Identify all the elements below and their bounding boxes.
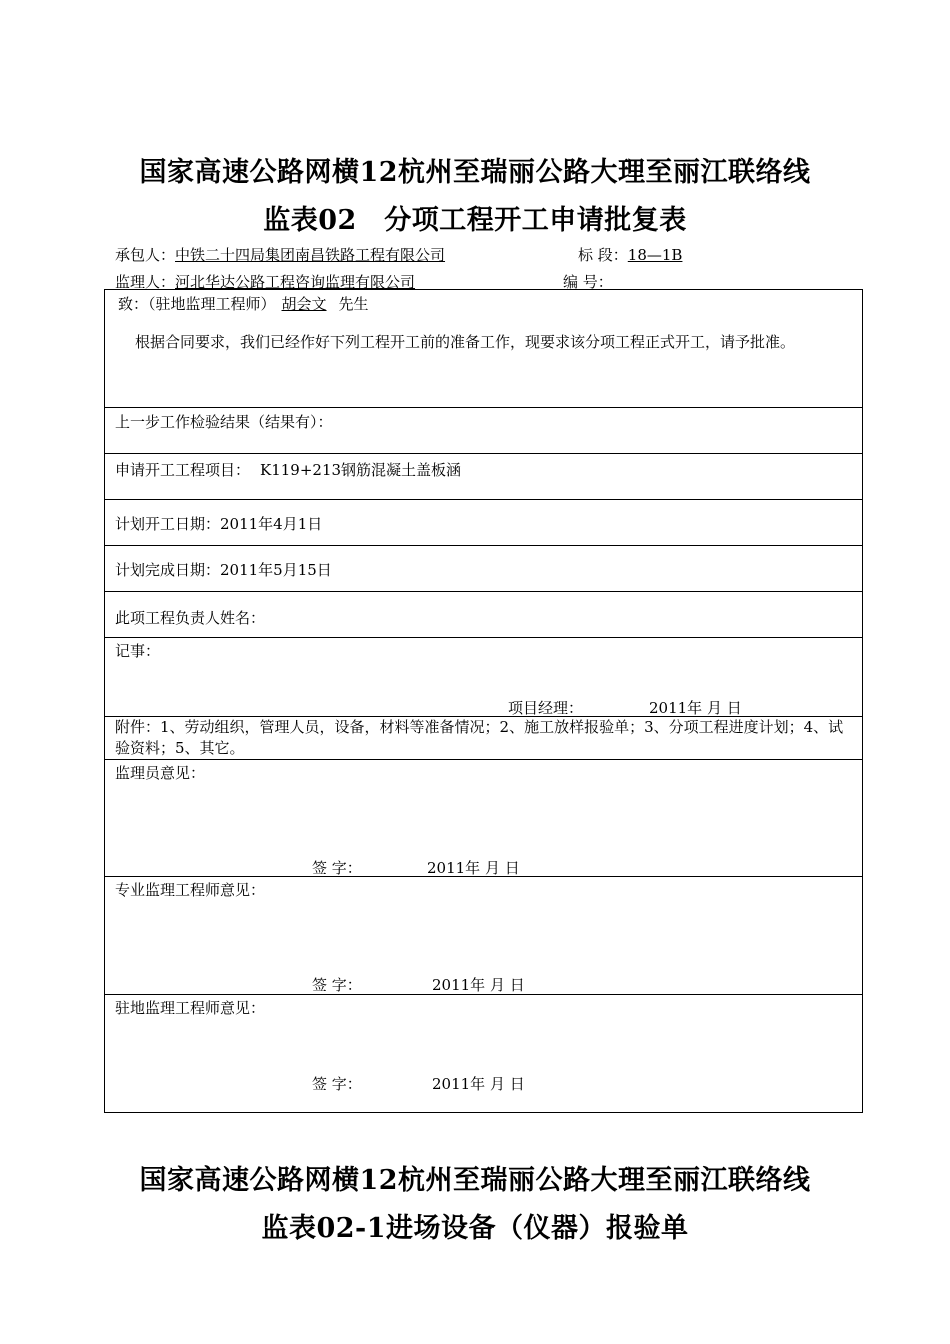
row-plan-finish — [105, 546, 862, 592]
plan-start-date: 计划开工日期：2011年4月1日 — [115, 515, 323, 533]
request-text: 根据合同要求，我们已经作好下列工程开工前的准备工作，现要求该分项工程正式开工，请予批准。 — [135, 333, 796, 351]
contractor-label: 承包人： — [115, 246, 176, 264]
specialist-opinion-label: 专业监理工程师意见： — [115, 881, 266, 899]
application-form — [104, 289, 863, 1113]
next-form-title: 监表02-1进场设备（仪器）报验单 — [261, 1213, 689, 1244]
row-request — [105, 290, 862, 408]
row-plan-start — [105, 500, 862, 546]
contractor-line — [115, 244, 445, 265]
notes-label: 记事： — [115, 642, 161, 660]
row-inspector-opinion — [105, 760, 862, 877]
section-value: 18—1B — [627, 246, 683, 264]
attachments-text: 附件：1、劳动组织，管理人员，设备，材料等准备情况；2、施工放样报验单；3、分项工程进度计划；4、试验资料；5、其它。 — [115, 718, 844, 757]
inspector-sign-date: 2011年 月 日 — [427, 859, 520, 877]
row-specialist-opinion — [105, 877, 862, 995]
resident-opinion-label: 驻地监理工程师意见： — [115, 999, 266, 1017]
row-attachments — [105, 717, 862, 760]
prev-result-label: 上一步工作检验结果（结果有）： — [115, 413, 333, 431]
plan-finish-date: 计划完成日期：2011年5月15日 — [115, 561, 332, 579]
addressee-suffix: 先生 — [338, 295, 369, 313]
addressee-prefix: 致：（驻地监理工程师） — [118, 295, 276, 313]
row-person-in-charge — [105, 592, 862, 638]
inspector-sign-label: 签 字： — [312, 859, 362, 877]
row-prev-result — [105, 408, 862, 454]
section-line — [578, 244, 682, 265]
addressee-name: 胡会文 — [281, 295, 327, 313]
form-title: 监表02 分项工程开工申请批复表 — [263, 205, 687, 236]
supervisor-value: 河北华达公路工程咨询监理有限公司 — [175, 273, 416, 291]
resident-sign-date: 2011年 月 日 — [432, 1075, 525, 1093]
resident-sign-label: 签 字： — [312, 1075, 362, 1093]
specialist-sign-label: 签 字： — [312, 976, 362, 994]
row-notes — [105, 638, 862, 717]
row-project — [105, 454, 862, 500]
number-label: 编 号： — [563, 273, 613, 291]
row-resident-opinion — [105, 995, 862, 1112]
pm-date: 2011年 月 日 — [649, 699, 742, 717]
supervisor-label: 监理人： — [115, 273, 176, 291]
addressee-line — [118, 293, 369, 314]
next-document-title: 国家高速公路网横12杭州至瑞丽公路大理至丽江联络线 — [139, 1165, 811, 1196]
document-title: 国家高速公路网横12杭州至瑞丽公路大理至丽江联络线 — [139, 157, 811, 188]
person-in-charge-label: 此项工程负责人姓名： — [115, 609, 266, 627]
contractor-value: 中铁二十四局集团南昌铁路工程有限公司 — [175, 246, 446, 264]
section-label: 标 段： — [578, 246, 628, 264]
project-line — [115, 459, 461, 480]
pm-label: 项目经理： — [508, 699, 584, 717]
specialist-sign-date: 2011年 月 日 — [432, 976, 525, 994]
inspector-opinion-label: 监理员意见： — [115, 764, 206, 782]
project-label: 申请开工工程项目： — [115, 461, 251, 479]
project-value: K119+213钢筋混凝土盖板涵 — [260, 461, 462, 479]
